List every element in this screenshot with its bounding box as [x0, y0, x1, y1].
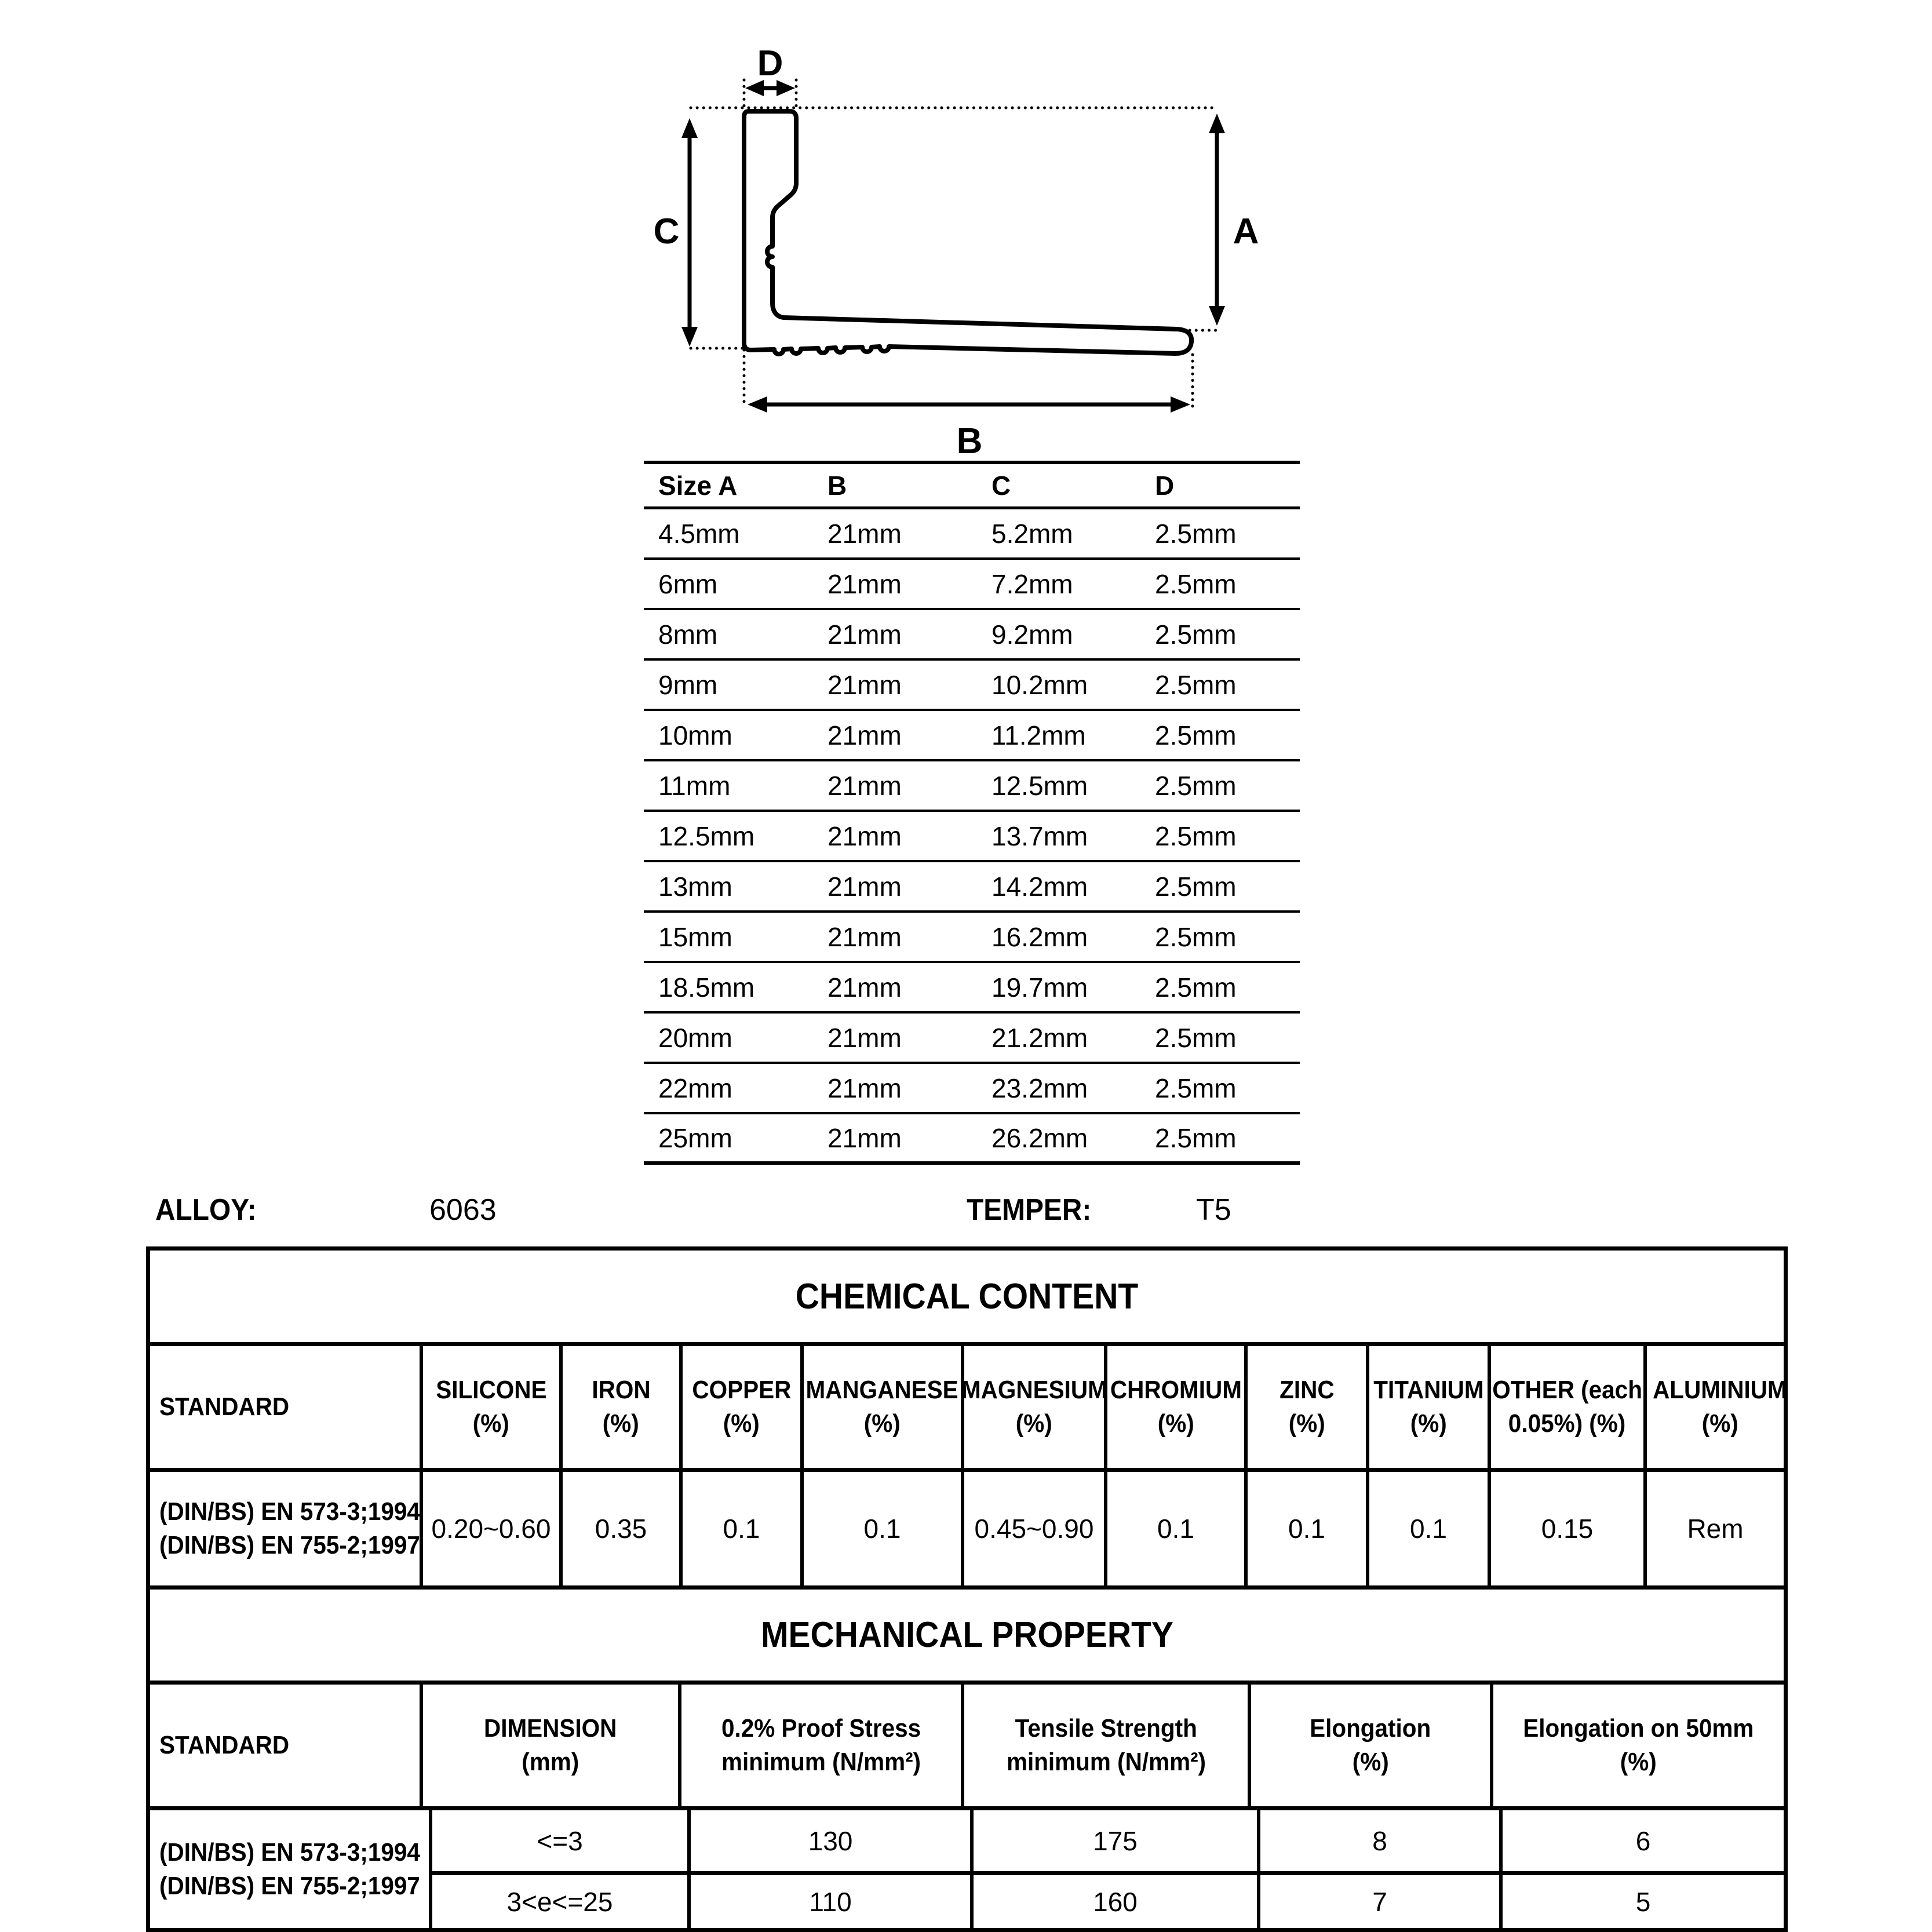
cell-size-a: 9mm — [658, 669, 718, 700]
size-col-header-b: B — [828, 470, 847, 501]
chemical-header-row — [150, 1346, 1787, 1472]
header-text: CHROMIUM — [1110, 1376, 1242, 1404]
size-table — [644, 461, 1300, 1165]
standard-line: (DIN/BS) EN 573-3;1994 — [159, 1838, 420, 1867]
header-text: COPPER — [692, 1376, 791, 1404]
chemical-title — [150, 1251, 1784, 1346]
cell-c: 19.7mm — [991, 972, 1088, 1003]
header-unit: (%) — [1410, 1409, 1447, 1438]
profile-outline — [744, 111, 1191, 354]
chem-value-other: 0.15 — [1488, 1472, 1643, 1585]
header-unit: (%) — [1352, 1748, 1389, 1776]
cell-b: 21mm — [828, 1022, 902, 1053]
standard-line: (DIN/BS) EN 755-2;1997 — [159, 1531, 420, 1559]
mech-header-dimension — [420, 1685, 678, 1806]
cell-b: 21mm — [828, 518, 902, 549]
table-row — [644, 761, 1300, 812]
cell-c: 12.5mm — [991, 770, 1088, 801]
header-text: MANGANESE — [805, 1376, 959, 1404]
header-unit: (%) — [1157, 1409, 1194, 1438]
cell-size-a: 8mm — [658, 619, 718, 650]
header-unit: (mm) — [522, 1748, 579, 1776]
mech-elongation: 8 — [1257, 1810, 1499, 1871]
header-text: TITANIUM — [1373, 1376, 1484, 1404]
chem-header-silicone — [420, 1346, 559, 1468]
cell-c: 23.2mm — [991, 1073, 1088, 1103]
header-unit: minimum (N/mm²) — [721, 1748, 921, 1776]
cell-b: 21mm — [828, 720, 902, 750]
cell-d: 2.5mm — [1155, 1022, 1237, 1053]
dim-arrow-a — [1209, 114, 1225, 326]
chem-value-aluminium: Rem — [1643, 1472, 1784, 1585]
chem-header-titanium — [1366, 1346, 1488, 1468]
cell-c: 13.7mm — [991, 821, 1088, 851]
chem-header-other — [1488, 1346, 1643, 1468]
cell-d: 2.5mm — [1155, 568, 1237, 599]
temper-label-text: TEMPER: — [967, 1193, 1092, 1227]
mech-dimension: <=3 — [537, 1825, 583, 1856]
cell-b: 21mm — [828, 619, 902, 650]
chem-header-manganese — [800, 1346, 961, 1468]
mech-elongation-50mm: 5 — [1499, 1875, 1784, 1928]
chem-value-iron: 0.35 — [559, 1472, 679, 1585]
alloy-temper-row — [146, 1188, 1788, 1232]
cell-b: 21mm — [828, 568, 902, 599]
cell-d: 2.5mm — [1155, 1122, 1237, 1153]
cell-d: 2.5mm — [1155, 518, 1237, 549]
mechanical-title-text: MECHANICAL PROPERTY — [760, 1615, 1173, 1655]
dim-label-a: A — [1233, 212, 1259, 251]
header-text: DIMENSION — [484, 1714, 617, 1743]
mech-header-standard — [150, 1685, 420, 1806]
cell-d: 2.5mm — [1155, 720, 1237, 750]
cell-d: 2.5mm — [1155, 770, 1237, 801]
header-text: STANDARD — [159, 1731, 290, 1759]
cell-size-a: 15mm — [658, 921, 732, 952]
cell-d: 2.5mm — [1155, 619, 1237, 650]
mechanical-header-row — [150, 1685, 1784, 1810]
header-unit: minimum (N/mm²) — [1006, 1748, 1206, 1776]
cell-c: 16.2mm — [991, 921, 1088, 952]
cell-size-a: 6mm — [658, 568, 718, 599]
mech-proof-stress: 130 — [687, 1810, 970, 1871]
cell-size-a: 20mm — [658, 1022, 732, 1053]
chem-header-copper — [679, 1346, 800, 1468]
cell-b: 21mm — [828, 921, 902, 952]
cell-size-a: 10mm — [658, 720, 732, 750]
mech-header-elongation — [1248, 1685, 1490, 1806]
chem-value-zinc: 0.1 — [1244, 1472, 1366, 1585]
header-text: SILICONE — [435, 1376, 547, 1404]
header-unit: (%) — [723, 1409, 760, 1438]
table-row — [432, 1810, 1784, 1875]
cell-d: 2.5mm — [1155, 972, 1237, 1003]
mech-tensile: 175 — [970, 1810, 1257, 1871]
chem-header-chromium — [1104, 1346, 1244, 1468]
mech-elongation: 7 — [1257, 1875, 1499, 1928]
chem-value-manganese: 0.1 — [800, 1472, 961, 1585]
cell-c: 10.2mm — [991, 669, 1088, 700]
cell-b: 21mm — [828, 972, 902, 1003]
table-row — [644, 1114, 1300, 1165]
header-text: MAGNESIUM — [961, 1376, 1107, 1404]
dim-label-c: C — [653, 212, 680, 251]
cell-d: 2.5mm — [1155, 871, 1237, 902]
table-row — [644, 509, 1300, 560]
chem-standard-cell — [150, 1472, 420, 1585]
header-unit: (%) — [1016, 1409, 1052, 1438]
cell-b: 21mm — [828, 821, 902, 851]
header-unit: (%) — [473, 1409, 509, 1438]
temper-value: T5 — [1196, 1193, 1231, 1227]
header-text: ZINC — [1279, 1376, 1335, 1404]
cell-b: 21mm — [828, 1122, 902, 1153]
header-text: IRON — [591, 1376, 651, 1404]
mech-dimension: 3<e<=25 — [506, 1886, 613, 1917]
table-row — [432, 1875, 1784, 1928]
header-text: Elongation — [1310, 1714, 1431, 1743]
size-col-header-size-a: Size A — [658, 470, 738, 501]
cell-d: 2.5mm — [1155, 669, 1237, 700]
header-text: Tensile Strength — [1015, 1714, 1197, 1743]
cell-size-a: 11mm — [658, 770, 731, 801]
cell-b: 21mm — [828, 669, 902, 700]
table-row — [644, 862, 1300, 913]
header-unit: (%) — [864, 1409, 901, 1438]
table-row — [644, 963, 1300, 1014]
mechanical-data-rows — [150, 1810, 1784, 1928]
alloy-label-text: ALLOY: — [155, 1193, 257, 1227]
cell-b: 21mm — [828, 871, 902, 902]
cell-c: 5.2mm — [991, 518, 1073, 549]
mech-header-proof-stress — [678, 1685, 961, 1806]
cell-size-a: 25mm — [658, 1122, 732, 1153]
table-row — [644, 711, 1300, 761]
mech-header-elongation-50mm — [1490, 1685, 1784, 1806]
header-unit: (%) — [1620, 1748, 1657, 1776]
cell-size-a: 12.5mm — [658, 821, 755, 851]
header-unit: (%) — [603, 1409, 639, 1438]
cell-c: 21.2mm — [991, 1022, 1088, 1053]
chem-value-copper: 0.1 — [679, 1472, 800, 1585]
table-row — [644, 1064, 1300, 1114]
cell-c: 11.2mm — [991, 720, 1086, 750]
header-text: STANDARD — [159, 1393, 290, 1421]
chem-header-zinc — [1244, 1346, 1366, 1468]
size-col-header-c: C — [991, 470, 1011, 501]
mech-proof-stress: 110 — [687, 1875, 970, 1928]
chemical-title-text: CHEMICAL CONTENT — [795, 1276, 1139, 1317]
cell-size-a: 13mm — [658, 871, 732, 902]
dim-label-b: B — [956, 421, 983, 458]
header-unit: (%) — [1701, 1409, 1738, 1438]
chem-header-iron — [559, 1346, 679, 1468]
header-text: 0.2% Proof Stress — [721, 1714, 921, 1743]
cell-size-a: 18.5mm — [658, 972, 755, 1003]
dim-arrow-b — [748, 396, 1190, 413]
chem-header-aluminium — [1643, 1346, 1793, 1468]
chem-value-magnesium: 0.45~0.90 — [961, 1472, 1104, 1585]
cell-c: 14.2mm — [991, 871, 1088, 902]
cell-d: 2.5mm — [1155, 921, 1237, 952]
cell-d: 2.5mm — [1155, 1073, 1237, 1103]
header-unit: (%) — [1288, 1409, 1325, 1438]
cell-c: 9.2mm — [991, 619, 1073, 650]
header-text: Elongation on 50mm — [1523, 1714, 1754, 1743]
header-text: ALUMINIUM — [1653, 1376, 1787, 1404]
profile-diagram — [626, 46, 1286, 458]
header-unit: 0.05%) (%) — [1508, 1409, 1626, 1438]
temper-label — [967, 1188, 1102, 1232]
construction-lines — [691, 80, 1219, 407]
dim-label-d: D — [757, 46, 783, 83]
chem-header-standard — [150, 1346, 420, 1468]
dim-arrow-c — [681, 118, 698, 347]
chem-value-chromium: 0.1 — [1104, 1472, 1244, 1585]
header-text: OTHER (each — [1492, 1376, 1642, 1404]
chem-header-magnesium — [961, 1346, 1107, 1468]
standard-line: (DIN/BS) EN 573-3;1994 — [159, 1497, 420, 1526]
mech-tensile: 160 — [970, 1875, 1257, 1928]
table-row — [644, 1014, 1300, 1064]
mechanical-title — [150, 1590, 1784, 1685]
mech-standard-cell — [150, 1810, 432, 1928]
table-row — [644, 610, 1300, 661]
chem-value-titanium: 0.1 — [1366, 1472, 1488, 1585]
standard-line: (DIN/BS) EN 755-2;1997 — [159, 1871, 420, 1900]
alloy-value: 6063 — [429, 1193, 497, 1227]
size-table-header — [644, 464, 1300, 509]
cell-c: 26.2mm — [991, 1122, 1088, 1153]
alloy-label — [155, 1188, 265, 1232]
spec-table — [146, 1246, 1788, 1932]
mech-elongation-50mm: 6 — [1499, 1810, 1784, 1871]
table-row — [644, 812, 1300, 862]
table-row — [644, 913, 1300, 963]
cell-b: 21mm — [828, 770, 902, 801]
size-col-header-d: D — [1155, 470, 1175, 501]
cell-size-a: 22mm — [658, 1073, 732, 1103]
cell-c: 7.2mm — [991, 568, 1073, 599]
cell-d: 2.5mm — [1155, 821, 1237, 851]
chemical-data-row — [150, 1472, 1784, 1590]
chem-value-silicone: 0.20~0.60 — [420, 1472, 559, 1585]
cell-b: 21mm — [828, 1073, 902, 1103]
cell-size-a: 4.5mm — [658, 518, 740, 549]
table-row — [644, 560, 1300, 610]
table-row — [644, 661, 1300, 711]
mech-header-tensile — [961, 1685, 1248, 1806]
